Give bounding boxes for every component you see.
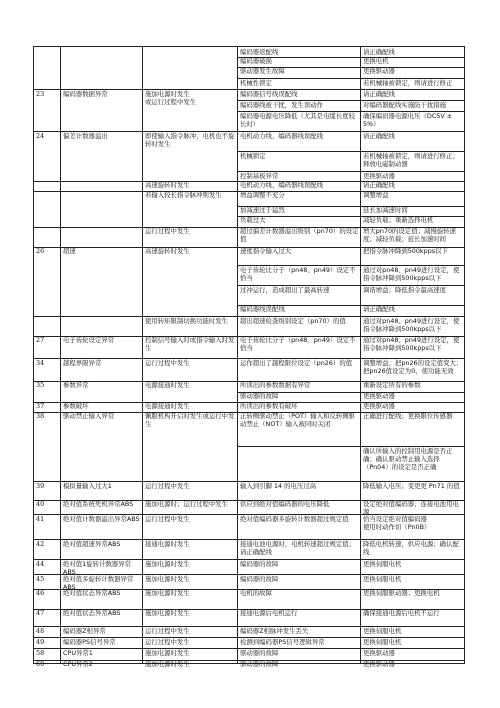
row-cause-cell: 运作超出了越程限位设定（pn26）的值 [240,358,353,367]
row-measure-cell: 更换驱动器 [363,392,395,401]
row-measure-cell: 更换伺服电机 [363,559,402,568]
row-name-cell: 编码器PS信号异常 [63,637,116,646]
row-name-cell: 绝对值超速异常ABS [63,539,121,548]
row-num-cell: 34 [36,358,45,367]
row-name-cell: 越程界限异常 [63,358,102,367]
row-num-cell: 44 [36,559,45,568]
row-cause-cell: 检测到编码器PS信号逻辑异常 [240,637,325,646]
row-cause-cell: 控制基板异常 [240,171,279,180]
row-condition-cell: 施加电源时发生 [145,559,190,568]
row-cause-cell: 编码器的故障 [240,559,279,568]
row-cause-cell: 速度指令输入过大 [240,247,292,256]
row-condition-cell: 佩服机构开启时发生或运行中发生 [145,412,235,429]
row-cause-cell: 机械锁定 [240,151,266,160]
row-cause-cell: 加减速过于猛烈 [240,206,285,215]
row-name-cell: 参数异常 [63,381,89,390]
row-measure-cell: 更换驱动器 [363,67,395,76]
col-divider [237,47,238,663]
row-measure-cell: 增大pn70的设定值；减慢旋转速度；减轻负载；延长加速时间 [363,227,456,244]
row-cause-cell: 接通电源后电机运行 [240,609,298,618]
row-measure-cell: 恰当设定绝对值编码器 使用时动作切（Pn0B） [363,514,431,531]
row-name-cell: 绝对值状态异常ABS [63,609,121,618]
row-cause-cell: 编码器破损 [240,57,272,66]
row-condition-cell: 使用转矩限制切换功能时发生 [145,316,229,325]
row-cause-cell: 编码器线被干扰，发生误动作 [240,100,324,109]
row-measure-cell: 延长加减速时间 [363,206,408,215]
row-cause-cell: 驱动器的故障 [240,660,279,669]
row-cause-cell: 编码器返配线 [240,47,279,56]
row-cause-cell: 电机动力线、编码器线误配线 [240,181,324,190]
row-measure-cell: 请正确配线 [363,89,395,98]
row-name-cell: 参数破坏 [63,402,89,411]
row-measure-cell: 调整增益；把pn26的设定值变大；把pn26值设定为0，使功能无效 [363,358,463,375]
row-measure-cell: 请正确配线 [363,47,395,56]
row-condition-cell: 施加电源时发生 [145,574,190,583]
row-condition-cell: 运行过程中发生 [145,626,190,635]
row-num-cell: 41 [36,514,45,523]
row-cause-cell: 电机动力线、编码器线误配线 [240,131,324,140]
row-measure-cell: 更换驱动器 [363,648,395,657]
row-num-cell: 49 [36,637,45,646]
row-condition-cell: 施加电源时发生 或运行过程中发生 [145,89,197,106]
row-cause-cell: 超过偏差计数器溢出级别（pn70）的设定值 [240,227,359,244]
row-name-cell: 超速 [63,247,76,256]
row-cause-cell: 驱动器的故障 [240,648,279,657]
row-condition-cell: 电源接通时发生 [145,381,190,390]
row-name-cell: 驱动禁止输入异常 [63,412,115,421]
row-num-cell: 26 [36,247,45,256]
row-name-cell: 绝对值计数器溢出异常ABS [63,514,140,523]
row-name-cell: 偏差计数器溢出 [63,131,108,140]
row-num-cell: 46 [36,589,45,598]
row-num-cell: 58 [36,648,45,657]
row-condition-cell: 运行过程中发生 [145,358,190,367]
row-measure-cell: 若机械轴被锁定，则请进行修正；释放电磁制动器 [363,151,459,168]
row-cause-cell: 接通电池电源时，电机转速超过规定值；请正确配线 [240,539,356,556]
row-condition-cell: 运行过程中发生 [145,514,190,523]
row-num-cell: 48 [36,626,45,635]
row-name-cell: 编码器数据异常 [63,89,108,98]
row-name-cell: 电子齿轮设定异常 [63,336,115,345]
row-name-cell: CPU异常2 [63,660,93,669]
row-measure-cell: 重新设定所有的参数 [363,381,421,390]
row-num-cell: 47 [36,609,45,618]
row-num-cell: 37 [36,402,45,411]
row-measure-cell: 正确进行配线；更换限位传感器 [363,412,453,421]
row-measure-cell: 更换驱动器 [363,660,395,669]
row-measure-cell: 通过对pn48、pn49进行设定，使指令脉冲降到500kpps以下 [363,336,460,353]
row-name-cell: 绝对值状态异常ABS [63,589,121,598]
row-condition-cell: 施加电源时发生 [145,648,190,657]
row-num-cell: 60 [36,660,45,669]
row-num-cell: 39 [36,481,45,490]
row-condition-cell: 施加电源时发生 [145,660,190,669]
row-cause-cell: 驱动器发生故障 [240,67,285,76]
row-condition-cell: 接通电源时发生 [145,539,190,548]
row-measure-cell: 请正确配线 [363,131,395,140]
row-cause-cell: 电机的故障 [240,589,272,598]
row-name-cell: CPU异常1 [63,648,93,657]
row-measure-cell: 更换伺服驱动器；更换电机 [363,589,440,598]
row-cause-cell: 编码器线误配线 [240,305,285,314]
row-measure-cell: 确保编码器电源电压（DC5V ± 5%） [363,111,455,128]
row-condition-cell: 电源接通时发生 [145,402,190,411]
row-measure-cell: 通过对pn48、pn49进行设定，使指令脉冲降到500kpps以下 [363,265,460,282]
row-name-cell: 绝对值1旋转计数器异常ABS [63,559,131,576]
row-measure-cell: 更换驱动器 [363,171,395,180]
row-cause-cell: 超出超速检查级别设定（pn70）的值 [240,316,346,325]
row-num-cell: 23 [36,89,45,98]
row-condition-cell: 运行过程中发生 [145,227,190,236]
row-cause-cell: 所读出的参数数据有异常 [240,381,311,390]
row-num-cell: 27 [36,336,45,345]
row-num-cell: 24 [36,131,45,140]
col-divider [60,47,61,663]
row-num-cell: 38 [36,412,45,421]
row-cause-cell: 电子齿轮比分子（pn48、pn49）设定不恰当 [240,265,356,282]
row-measure-cell: 确保接通电源后电机不运行 [363,609,440,618]
row-cause-cell: 编码器的故障 [240,574,279,583]
row-num-cell: 45 [36,574,45,583]
alarm-table [33,46,465,669]
row-measure-cell: 确认所输入的控制用电源是否正确；确认驱动禁止输入选择（Pn04）的设定是否正确 [363,446,453,471]
row-cause-cell: 编码器Z相脉冲发生丢失 [240,626,309,635]
col-divider [360,47,361,663]
row-num-cell: 40 [36,500,45,509]
row-condition-cell: 施加电源时；运行过程中发生 [145,500,229,509]
row-measure-cell: 减轻负载；重新选择电机 [363,216,434,225]
row-name-cell: 绝对值多旋转计数器异常ABS [63,574,134,591]
row-condition-cell: 运行过程中发生 [145,637,190,646]
row-measure-cell: 降低输入电压；变更更 Pn71 的值 [363,481,460,490]
row-measure-cell: 设定绝对值编码器；连接电池用电源 [363,500,459,517]
row-cause-cell: 绝对值编码器多旋转计数器超过规定值 [240,514,349,523]
row-measure-cell: 调整增益 [363,191,389,200]
row-measure-cell: 通过对pn48、pn49进行设定，使指令脉冲降到500kpps以下 [363,316,460,333]
row-measure-cell: 更换伺服电机 [363,574,402,583]
row-measure-cell: 更换电机 [363,57,389,66]
row-cause-cell: 过冲运行，造成超出了最高转速 [240,285,330,294]
col-divider [142,47,143,663]
row-cause-cell: 输入到引脚 14 的电压过高 [240,481,317,490]
row-cause-cell: 所读出的参数有破坏 [240,402,298,411]
row-condition-cell: 若输入较长指令脉冲则发生 [145,191,222,200]
row-cause-cell: 增益调整不充分 [240,191,285,200]
row-condition-cell: 高速旋转时发生 [145,181,190,190]
row-measure-cell: 更换伺服电机 [363,637,402,646]
row-cause-cell: 编码器电源电压降低（尤其是电缆长度较长时） [240,111,356,128]
row-name-cell: 模拟量输入过大1 [63,481,112,490]
row-condition-cell: 控制信号输入时或指令输入时发生 [145,336,235,353]
row-measure-cell: 更换驱动器 [363,402,395,411]
row-condition-cell: 高速旋转时发生 [145,247,190,256]
row-measure-cell: 把指令脉冲降到500kpps以下 [363,247,448,256]
row-measure-cell: 对编码器配线实施防干扰措施 [363,100,447,109]
row-condition-cell: 施加电源时发生 [145,609,190,618]
row-name-cell: 绝对值系统死机异常ABS [63,500,134,509]
row-measure-cell: 请正确配线 [363,305,395,314]
row-num-cell: 42 [36,539,45,548]
row-measure-cell: 请正确配线 [363,181,395,190]
row-cause-cell: 编码器信号线误配线 [240,89,298,98]
row-measure-cell: 降低电机转速，供应电源；确认配线 [363,539,459,556]
row-condition-cell: 施加电源时发生 [145,589,190,598]
row-cause-cell: 电子齿轮比分子（pn48、pn49）设定不恰当 [240,336,356,353]
row-num-cell: 35 [36,381,45,390]
row-measure-cell: 若机械轴被锁定，则请进行修正 [363,78,453,87]
row-measure-cell: 调谐增益；降低指令最高速度 [363,285,447,294]
row-measure-cell: 更换伺服电机 [363,626,402,635]
row-cause-cell: 机械性锁定 [240,78,272,87]
row-cause-cell: 负载过大 [240,216,266,225]
row-cause-cell: 正转侧驱动禁止（POT）输入和反转侧驱动禁止（NOT）输入被同时关闭 [240,412,356,429]
row-cause-cell: 驱动器的故障 [240,392,279,401]
row-condition-cell: 运行过程中发生 [145,481,190,490]
row-cause-cell: 供应到绝对值编码器的电压降低 [240,500,330,509]
row-condition-cell: 即使输入指令脉冲，电机也不旋转时发生 [145,131,235,148]
row-name-cell: 编码器Z相异常 [63,626,106,635]
